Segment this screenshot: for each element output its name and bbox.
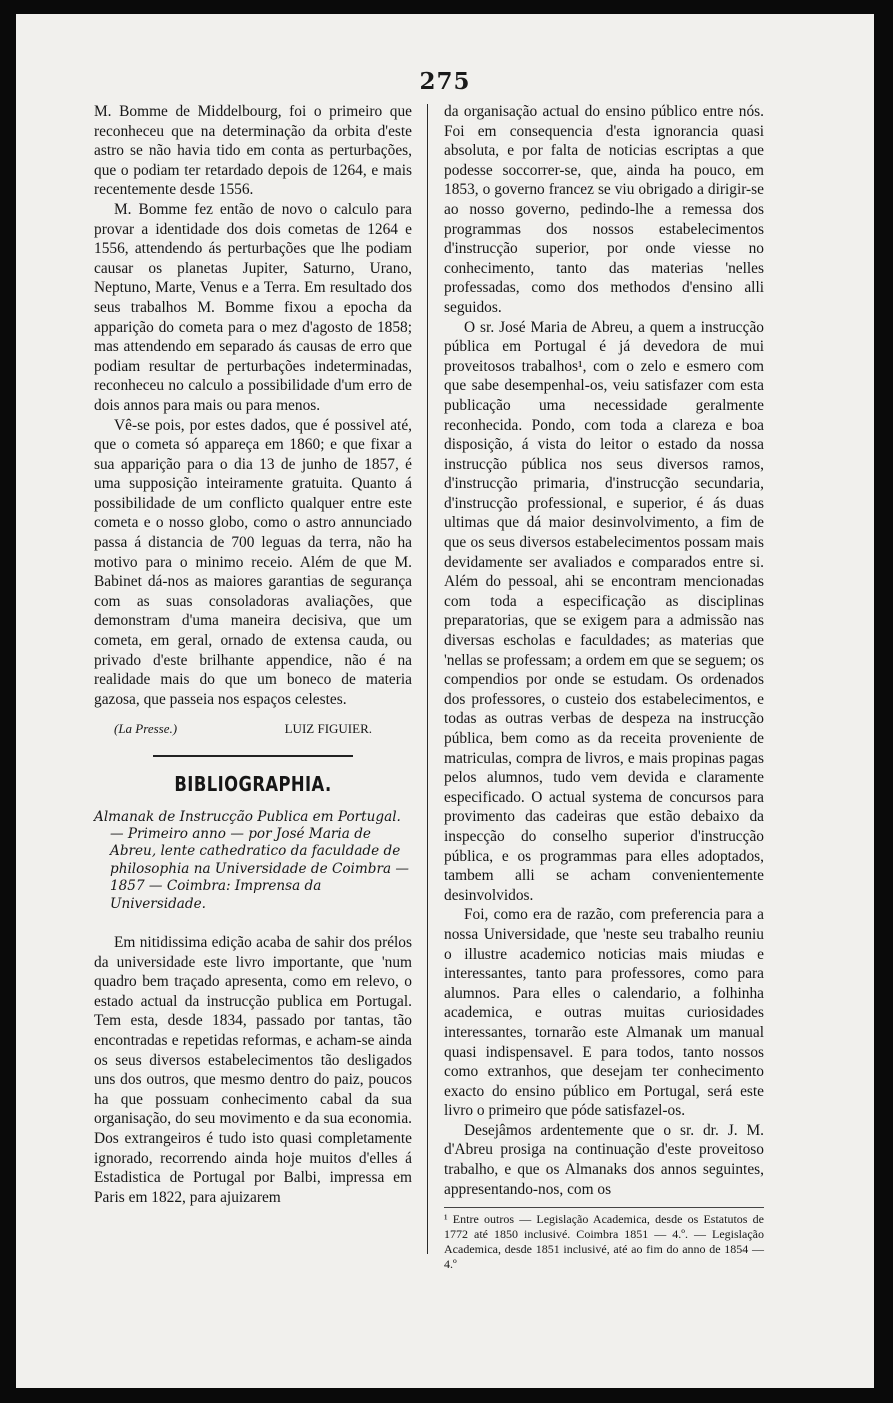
review-paragraph: Em nitidissima edição acaba de sahir dos prélos da universidade este livro importante, que 'num quadro bem traçado apresenta, como em relevo, o estado actual da instrucção publica em Portugal. Tem esta, desde 1834, passado por tantas, tão encontradas e repetidas reformas, e acham-se ainda os seus diversos estabelecimentos tão desligados uns dos outros, que mesmo dentro do paiz, poucos ha que possuam conhecimento cabal da sua organisação, do seu movimento e da sua economia. Dos extrangeiros é tudo isto quasi completamente ignorado, recorrendo ainda hoje muitos d'elles á Estadistica de Portugal por Balbi, impressa em Paris em 1822, para ajuizarem xyxy=(94,934,412,1206)
article-source: (La Presse.) xyxy=(114,721,178,737)
left-column xyxy=(94,102,412,1207)
section-title: BIBLIOGRAPHIA. xyxy=(174,772,332,796)
review-paragraph: Foi, como era de razão, com preferencia para a nossa Universidade, que 'neste seu trabalho reuniu o illustre academico noticias mais miudas e interessantes, tanto para professores, como para alumnos. Para elles o calendario, a folhinha academica, e outras muitas curiosidades interessantes, tornarão este Almanak um manual quasi indispensavel. E para todos, tanto nossos como extranhos, que desejam ter conhecimento exacto do ensino público em Portugal, será este livro o primeiro que póde satisfazel-os. xyxy=(444,906,764,1120)
book-entry: Almanak de Instrucção Publica em Portugal. — Primeiro anno — por José Maria de Abreu, lente cathedratico da faculdade de philosophia na Universidade de Coimbra — 1857 — Coimbra: Imprensa da Universidade. xyxy=(94,808,409,912)
section-rule xyxy=(153,755,353,757)
page-number: 275 xyxy=(419,68,471,95)
article-paragraph: M. Bomme de Middelbourg, foi o primeiro que reconheceu que na determinação da orbita d'este astro se não havia tido em conta as perturbações, que o podiam ter retardado depois de 1264, e mais recentemente desde 1556. xyxy=(94,103,412,199)
review-paragraph: O sr. José Maria de Abreu, a quem a instrucção pública em Portugal é já devedora de mui proveitosos trabalhos¹, com o zelo e esmero com que sabe desempenhal-os, veiu satisfazer com esta publicação uma necessidade geralmente reconhecida. Pondo, com toda a clareza e boa disposição, á vista do leitor o estado da nossa instrucção pública nos seus diversos ramos, d'instrucção primaria, d'instrucção secundaria, d'instrucção professional, e superior, é ás duas ultimas que dá maior desinvolvimento, a fim de que os seus diversos estabelecimentos possam mais devidamente ser avaliados e comparados entre si. Além do pessoal, ahi se encontram mencionadas com toda a especificação as disciplinas preparatorias, que se exigem para a admissão nas diversas escholas e faculdades; as materias que 'nellas se professam; a ordem em que se seguem; os compendios por onde se estudam. Os ordenados dos professores, o custeio dos estabelecimentos, e todas as outras verbas de despeza na instrucção pública, bem como as da receita proveniente de matriculas, compra de livros, e mais propinas pagas pelos alumnos, tudo vem devida e claramente especificado. O actual systema de concursos para provimento das cadeiras que estão debaixo da inspecção do conselho superior d'instrucção pública, e os programmas para elles adoptados, tambem alli se acham convenientemente desinvolvidos. xyxy=(444,318,764,904)
footnote: ¹ Entre outros — Legislação Academica, desde os Estatutos de 1772 até 1850 inclusivé. Coimbra 1851 — 4.º. — Legislação Academica, desde 1851 inclusivé, até ao fim do anno de 1854 — 4.º xyxy=(444,1207,764,1272)
article-signature xyxy=(94,719,412,739)
column-divider xyxy=(427,104,428,1254)
article-author: LUIZ FIGUIER. xyxy=(284,721,372,737)
review-paragraph: da organisação actual do ensino público entre nós. Foi em consequencia d'esta ignorancia quasi absoluta, e por falta de noticias escriptas a que podesse soccorrer-se, que, ainda ha pouco, em 1853, o governo francez se viu obrigado a dirigir-se ao nosso governo, pedindo-lhe a remessa dos programmas dos nossos estabelecimentos d'instrucção superior, por onde viesse no conhecimento, tanto das materias 'nelles professadas, como dos methodos d'ensino alli seguidos. xyxy=(444,103,764,316)
article-paragraph: M. Bomme fez então de novo o calculo para provar a identidade dos dois cometas de 1264 e 1556, attendendo ás perturbações que lhe podiam causar os planetas Jupiter, Saturno, Urano, Neptuno, Marte, Venus e a Terra. Em resultado dos seus trabalhos M. Bomme fixou a epocha da apparição do cometa para o mez d'agosto de 1858; mas attendendo em separado ás causas de erro que podiam resultar de perturbações indeterminadas, reconheceu no calculo a possibilidade d'um erro de dois annos para mais ou para menos. xyxy=(94,200,412,414)
newspaper-page xyxy=(16,14,874,1388)
review-paragraph: Desejâmos ardentemente que o sr. dr. J. M. d'Abreu prosiga na continuação d'este proveitoso trabalho, e que os Almanaks dos annos seguintes, appresentando-nos, com os xyxy=(444,1121,764,1198)
article-paragraph: Vê-se pois, por estes dados, que é possivel até, que o cometa só appareça em 1860; e que fixar a sua apparição para o dia 13 de junho de 1857, é uma supposição inteiramente gratuita. Quanto á possibilidade de um conflicto qualquer entre este cometa e o nosso globo, como o astro annunciado passa á distancia de 700 leguas da terra, não ha motivo para o minimo receio. Além de que M. Babinet dá-nos as maiores garantias de segurança com as suas consoladoras avaliações, que demonstram d'uma maneira decisiva, que um cometa, em geral, ornado de extensa cauda, ou privado d'este brilhante appendice, não é na realidade mais do que um boneco de materia gazosa, que passeia nos espaços celestes. xyxy=(94,416,412,708)
right-column xyxy=(444,102,764,1272)
